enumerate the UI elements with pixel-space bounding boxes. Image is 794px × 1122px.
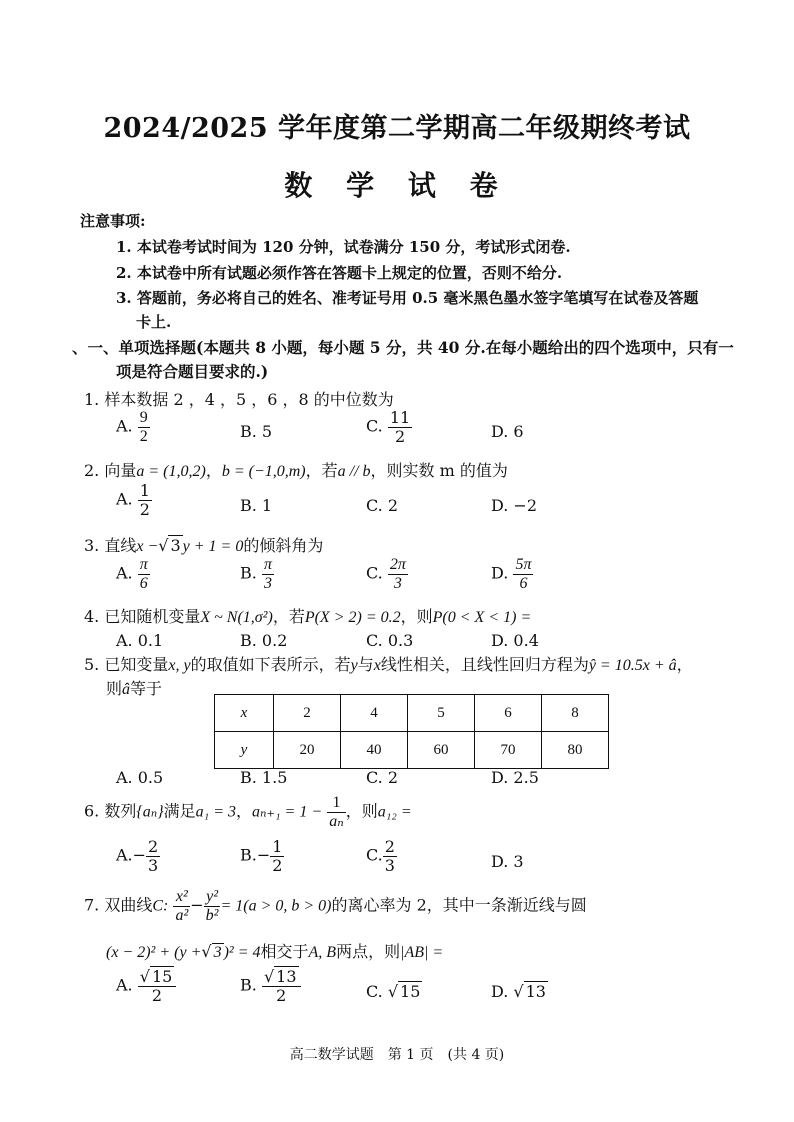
notes-heading: 注意事项: [80, 212, 146, 230]
q7-option-d: D. √ 13 [491, 982, 546, 1001]
table-cell: 80 [542, 732, 609, 769]
question-3-stem: 3. 直线x −√ 3 y + 1 = 0的倾斜角为 [84, 536, 324, 555]
exam-title: 2024/2025 学年度第二学期高二年级期终考试 [103, 113, 691, 144]
note-item: 1. 本试卷考试时间为 120 分钟，试卷满分 150 分，考试形式闭卷. [116, 238, 571, 256]
q2-option-c: C. 2 [366, 496, 399, 515]
section-heading: 、一、单项选择题(本题共 8 小题，每小题 5 分，共 40 分.在每小题给出的四个选项中，只有一 [72, 338, 734, 357]
table-cell: 5 [408, 695, 475, 732]
q2-option-d: D. −2 [491, 496, 538, 515]
q3-option-a: A. $\frac{\pi}{6}$ [116, 556, 148, 592]
question-7-stem-cont: (x − 2)² + (y +√ 3 )² = 4相交于A, B两点，则|AB| = [106, 942, 444, 961]
q2-option-a: A. $\frac{1}{2}$ [116, 481, 150, 519]
q1-option-d: D. 6 [491, 422, 524, 441]
table-cell: 8 [542, 695, 609, 732]
question-7-stem: 7. 双曲线C: $\frac{\text{x²}}{\text{a²}}$ − $\frac{\text{y²}}{\text{b²}}$ = 1(a > 0, b > 0)的离心率为 2，其中一条渐近线与圆 [84, 888, 587, 924]
q1-option-b: B. 5 [240, 422, 273, 441]
question-5-stem: 5. 已知变量x, y的取值如下表所示，若y与x线性相关，且线性回归方程为ŷ = 10.5x + â， [84, 655, 693, 674]
note-item: 2. 本试卷中所有试题必须作答在答题卡上规定的位置，否则不给分. [116, 264, 563, 282]
exam-subtitle: 数 学 试 卷 [284, 169, 510, 202]
q5-option-b: B. 1.5 [240, 768, 288, 787]
table-cell: 2 [274, 695, 341, 732]
q6-option-d: D. 3 [491, 852, 524, 871]
q3-option-c: C. $\frac{2\pi}{3}$ [366, 556, 406, 592]
q4-option-d: D. 0.4 [491, 631, 539, 650]
q5-option-c: C. 2 [366, 768, 399, 787]
q2-option-b: B. 1 [240, 496, 273, 515]
q7-option-c: C. √ 15 [366, 982, 421, 1001]
table-cell: 6 [475, 695, 542, 732]
q1-option-c: C. $\frac{11}{2}$ [366, 408, 411, 446]
q3-option-d: D. $\frac{5\pi}{6}$ [491, 556, 532, 592]
question-4-stem: 4. 已知随机变量X ~ N(1,σ²)，若P(X > 2) = 0.2，则P(0 < X < 1) = [84, 607, 532, 626]
q5-data-table [214, 694, 609, 769]
q7-option-b: B. $\frac{√ 13}{2}$ [240, 968, 301, 1004]
question-5-stem-cont: 则â等于 [106, 679, 163, 698]
q1-option-a: A. $\frac{9}{2}$ [116, 409, 148, 445]
table-cell: 4 [341, 695, 408, 732]
q6-option-b: B.− $\frac{1}{2}$ [240, 837, 283, 875]
q6-option-c: C. $\frac{2}{3}$ [366, 837, 395, 875]
q4-option-a: A. 0.1 [116, 631, 164, 650]
table-cell: 60 [408, 732, 475, 769]
q5-option-d: D. 2.5 [491, 768, 539, 787]
page-footer: 高二数学试题 第 1 页 (共 4 页) [289, 1047, 505, 1063]
question-1-stem: 1. 样本数据 2 ，4 ，5 ，6 ，8 的中位数为 [84, 390, 394, 409]
section-heading-cont: 项是符合题目要求的.) [116, 362, 269, 381]
question-2-stem: 2. 向量a = (1,0,2)，b = (−1,0,m)，若a // b，则实数 m 的值为 [84, 461, 508, 480]
table-cell: 40 [341, 732, 408, 769]
note-item: 3. 答题前，务必将自己的姓名、准考证号用 0.5 毫米黑色墨水签字笔填写在试卷及答题 [116, 289, 699, 307]
table-cell: 70 [475, 732, 542, 769]
q5-option-a: A. 0.5 [116, 768, 164, 787]
table-cell: x [215, 695, 274, 732]
q4-option-b: B. 0.2 [240, 631, 288, 650]
q3-option-b: B. $\frac{\pi}{3}$ [240, 556, 272, 592]
table-row-x [215, 695, 609, 732]
q6-option-a: A.− $\frac{2}{3}$ [116, 837, 159, 875]
table-cell: y [215, 732, 274, 769]
note-item: 卡上. [136, 313, 172, 331]
q4-option-c: C. 0.3 [366, 631, 414, 650]
question-6-stem: 6. 数列{aₙ}满足a₁ = 3，aₙ₊₁ = 1 − $\frac{1}{\text{aₙ}}$ ，则a₁₂ = [84, 794, 412, 830]
q7-option-a: A. $\frac{√ 15}{2}$ [116, 968, 176, 1004]
table-cell: 20 [274, 732, 341, 769]
table-row-y [215, 732, 609, 769]
